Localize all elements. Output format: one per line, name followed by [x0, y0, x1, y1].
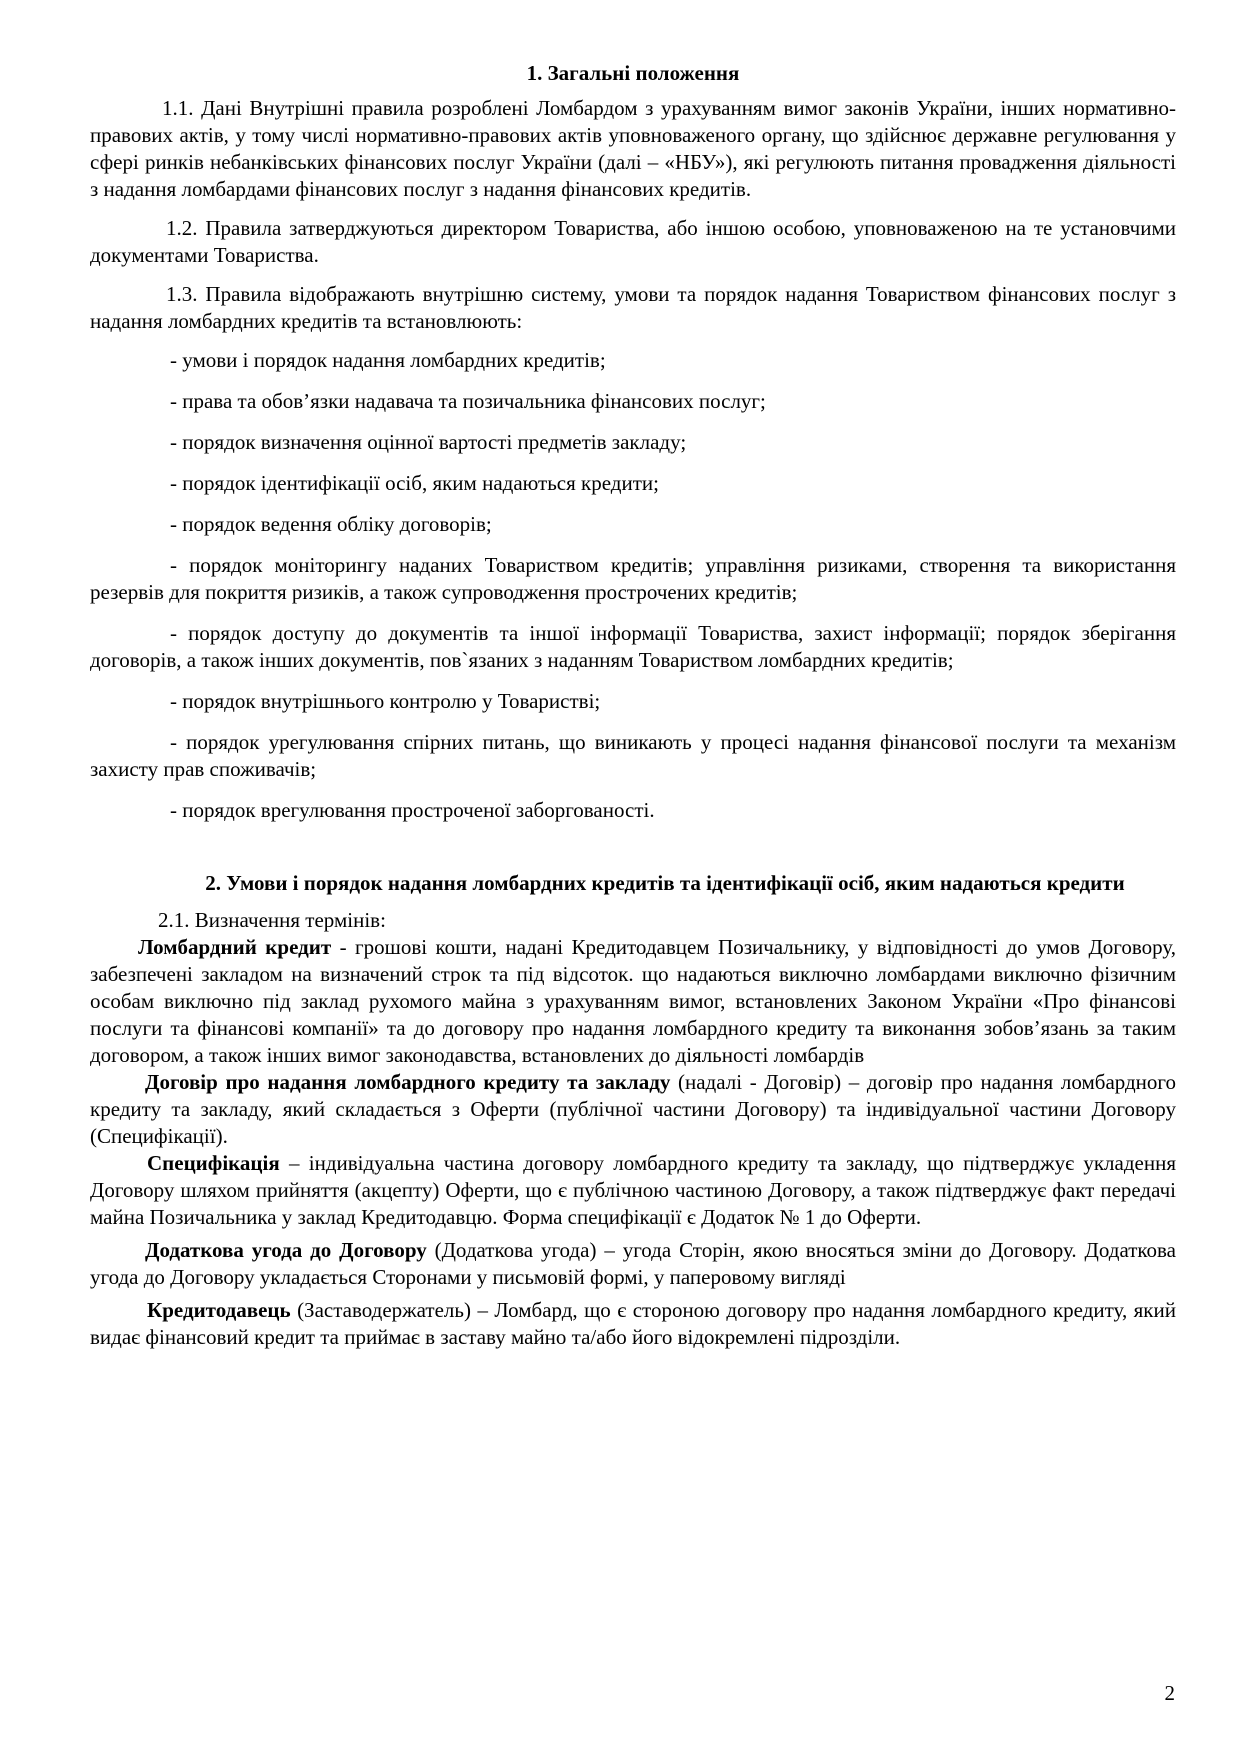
term: Специфікація: [147, 1151, 280, 1175]
term: Договір про надання ломбардного кредиту та закладу: [145, 1070, 671, 1094]
list-item: - порядок урегулювання спірних питань, що виникають у процесі надання фінансової послуги та механізм захисту прав споживачів;: [90, 730, 1176, 781]
list-item: - порядок ідентифікації осіб, яким надаються кредити;: [170, 471, 659, 495]
definition-text: (Додаткова угода) – угода Сторін, якою вносяться зміни до Договору. Додаткова угода до Договору укладається Сторонами у письмовій формі, у паперовому вигляді: [90, 1238, 1177, 1289]
paragraph-2-1: 2.1. Визначення термінів:: [158, 908, 386, 932]
list-item: - порядок внутрішнього контролю у Товаристві;: [170, 689, 601, 713]
list-item: - порядок моніторингу наданих Товариством кредитів; управління ризиками, створення та використання резервів для покриття ризиків, а також супроводження прострочених кредитів;: [90, 553, 1176, 604]
definition-text: - грошові кошти, надані Кредитодавцем Позичальнику, у відповідності до умов Договору, забезпечені закладом на визначений строк та під відсоток. що надаються виключно ломбардами виключно фізичним особам виключно під заклад рухомого майна з урахуванням вимог, встановлених Законом України «Про фінансові послуги та фінансові компанії» та до договору про надання ломбардного кредиту та виконання зобов’язань за таким договором, а також інших вимог законодавства, встановлених до діяльності ломбардів: [90, 935, 1176, 1067]
definition-creditor: [90, 1297, 1176, 1351]
list-item: - порядок врегулювання простроченої заборгованості.: [170, 798, 655, 822]
definition-additional-agreement: [90, 1237, 1176, 1291]
definition-text: – індивідуальна частина договору ломбардного кредиту та закладу, що підтверджує укладення Договору шляхом прийняття (акцепту) Оферти, що є публічною частиною Договору, а також підтверджує факт передачі майна Позичальника у заклад Кредитодавцю. Форма специфікації є Додаток № 1 до Оферти.: [90, 1151, 1176, 1229]
definition-agreement: [90, 1069, 1176, 1150]
definition-text: (надалі - Договір) – договір про надання ломбардного кредиту та закладу, який складається з Оферти (публічної частини Договору) та індивідуальної частини Договору (Специфікації).: [90, 1070, 1177, 1148]
list-item: - порядок визначення оцінної вартості предметів закладу;: [170, 430, 687, 454]
list-item: - права та обов’язки надавача та позичальника фінансових послуг;: [170, 389, 766, 413]
page-number: 2: [1164, 1681, 1175, 1705]
document-page: [90, 60, 1176, 1351]
definition-specification: [90, 1150, 1176, 1231]
term: Кредитодавець: [147, 1298, 291, 1322]
list-item: - умови і порядок надання ломбардних кредитів;: [170, 348, 606, 372]
term: Додаткова угода до Договору: [145, 1238, 427, 1262]
definition-lombard-credit: [90, 934, 1176, 1069]
term: Ломбардний кредит: [138, 935, 332, 959]
paragraph-1-2: 1.2. Правила затверджуються директором Товариства, або іншою особою, уповноваженою на те установчими документами Товариства.: [90, 216, 1176, 267]
list-item: - порядок ведення обліку договорів;: [170, 512, 492, 536]
section-1-title: 1. Загальні положення: [526, 61, 740, 85]
paragraph-1-1: 1.1. Дані Внутрішні правила розроблені Ломбардом з урахуванням вимог законів України, інших нормативно-правових актів, у тому числі нормативно-правових актів уповноваженого органу, що здійснює державне регулювання у сфері ринків небанківських фінансових послуг України (далі – «НБУ»), які регулюють питання провадження діяльності з надання ломбардами фінансових послуг з надання фінансових кредитів.: [90, 96, 1176, 201]
definition-text: (Заставодержатель) – Ломбард, що є стороною договору про надання ломбардного кредиту, який видає фінансовий кредит та приймає в заставу майно та/або його відокремлені підрозділи.: [90, 1298, 1176, 1349]
paragraph-1-3: 1.3. Правила відображають внутрішню систему, умови та порядок надання Товариством фінансових послуг з надання ломбардних кредитів та встановлюють:: [90, 282, 1176, 333]
list-item: - порядок доступу до документів та іншої інформації Товариства, захист інформації; порядок зберігання договорів, а також інших документів, пов`язаних з наданням Товариством ломбардних кредитів;: [90, 621, 1176, 672]
section-2-title: 2. Умови і порядок надання ломбардних кредитів та ідентифікації осіб, яким надаються кредити: [205, 871, 1125, 895]
